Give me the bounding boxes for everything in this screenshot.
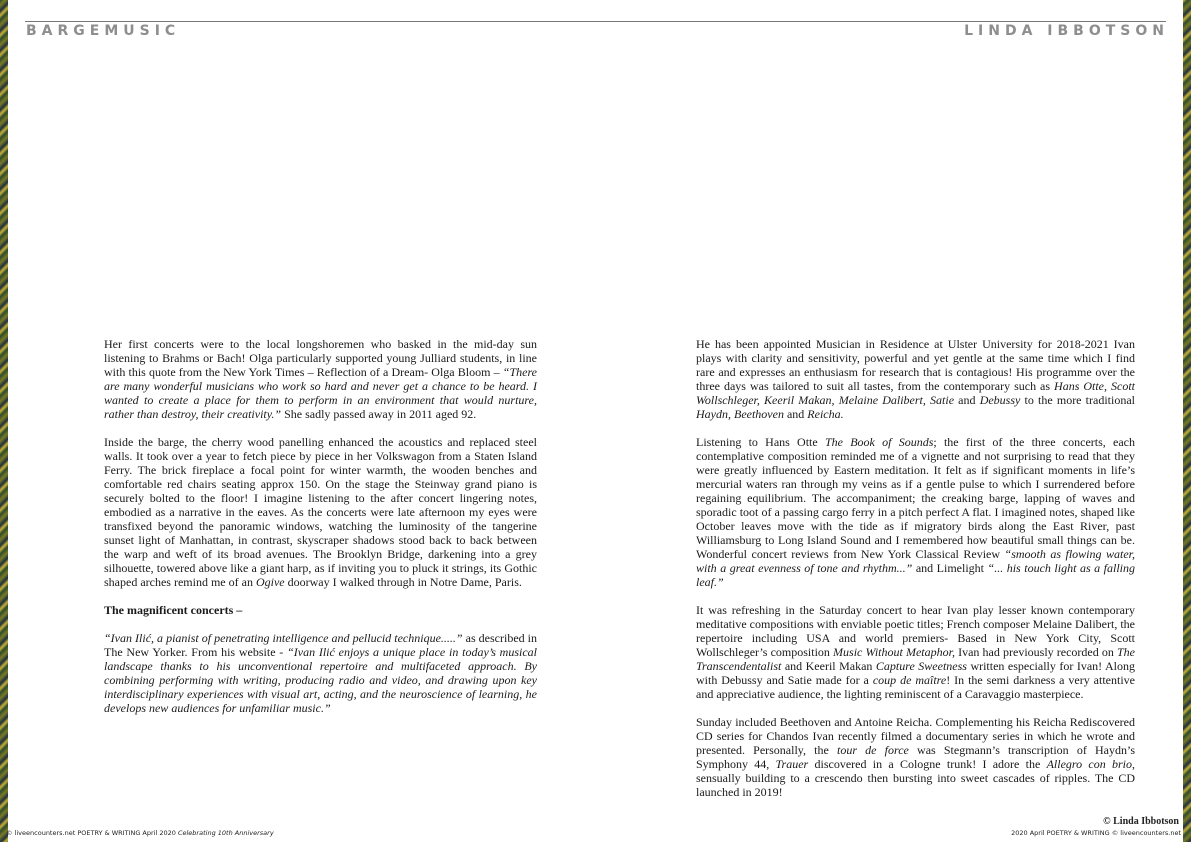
header-rule [25, 21, 1166, 22]
italic-text-run: “smooth as flowing water, with a great evenness of tone and rhythm...” [696, 547, 1135, 575]
italic-text-run: coup de maître [872, 673, 947, 687]
text-run: Ivan had previously recorded on [954, 645, 1117, 659]
text-run: Listening to Hans Otte [696, 435, 825, 449]
right-text-column [696, 337, 1135, 813]
text-run: , sensually building to a crescendo then bursting into sweet cascades of ripples. The CD launched in 2019! [696, 757, 1135, 799]
paragraph-musician-in-residence [696, 337, 1135, 421]
section-heading: The magnificent concerts – [104, 603, 243, 617]
paragraph-saturday-concert [696, 603, 1135, 701]
header-title-left: BARGEMUSIC [26, 23, 181, 39]
footer-left-text: © liveencounters.net POETRY & WRITING April 2020 [6, 829, 178, 837]
italic-text-run: Capture Sweetness [875, 659, 967, 673]
text-run: She sadly passed away in 2011 aged 92. [281, 407, 477, 421]
italic-text-run: The Transcendentalist [696, 645, 1135, 673]
italic-text-run: Reicha. [807, 407, 844, 421]
paragraph-ivan-ilic-quote [104, 631, 537, 715]
text-run: He has been appointed Musician in Residence at Ulster University for 2018-2021 Ivan plays with clarity and sensitivity, powerful and yet gentle at the same time which I find rare and expresses an enthusiasm for research that is contagious! His programme over the three days was tailored to suit all tastes, from the contemporary such as [696, 337, 1135, 393]
text-run: as described in The New Yorker. From his website - [104, 631, 538, 659]
italic-text-run: Allegro con brio [1046, 757, 1132, 771]
footer-left [6, 829, 274, 837]
text-run: ; the first of the three concerts, each contemplative composition reminded me of a vignette and not surprising to read that they were greatly influenced by Eastern meditation. It felt as if significant moments in life’s mercurial waters ran through my veins as if a gentle pulse to which I surrendered before regaining equilibrium. The accompaniment; the creaking barge, lapping of waves and sporadic toot of a passing cargo ferry in a pitch perfect A flat. I imagined notes, shaped like October leaves move with the tide as if migratory birds along the East River, past Williamsburg to Long Island Sound and I remembered how beautiful small things can be. Wonderful concert reviews from New York Classical Review [696, 435, 1136, 561]
text-run: doorway I walked through in Notre Dame, Paris. [284, 575, 522, 589]
paragraph-book-of-sounds [696, 435, 1135, 589]
text-run: and [954, 393, 980, 407]
text-run: ! In the semi darkness a very attentive and appreciative audience, the lighting reminiscent of a Caravaggio masterpiece. [696, 673, 1135, 701]
left-text-column [104, 337, 537, 729]
text-run: written especially for Ivan! Along with Debussy and Satie made for a [696, 659, 1135, 687]
italic-text-run: Ogive [255, 575, 285, 589]
text-run: Her first concerts were to the local longshoremen who basked in the mid-day sun listening to Brahms or Bach! Olga particularly supported young Julliard students, in line with this quote from the New York Times – Reflection of a Dream- Olga Bloom – [104, 337, 537, 379]
text-run: was Stegmann’s transcription of Haydn’s Symphony 44, [696, 743, 1135, 771]
italic-text-run: “Ivan Ilić enjoys a unique place in today’s musical landscape thanks to his unconventional repertoire and multifaceted approach. By combining performing with writing, producing radio and video, and drawing upon key interdisciplinary experiences with visual art, acting, and the neuroscience of learning, he develops new audiences for unfamiliar music.” [104, 645, 538, 715]
author-credit: © Linda Ibbotson [1103, 816, 1179, 827]
italic-text-run: “Ivan Ilić, a pianist of penetrating intelligence and pellucid technique.....” [104, 631, 463, 645]
header-title-right: LINDA IBBOTSON [964, 23, 1169, 39]
italic-text-run: tour de force [837, 743, 909, 757]
text-run: and [783, 407, 808, 421]
italic-text-run: “There are many wonderful musicians who work so hard and never get a chance to be heard. I wanted to create a place for them to perform in an environment that would nurture, rather than destroy, their creativity.” [104, 365, 537, 421]
text-run: and Keeril Makan [781, 659, 876, 673]
italic-text-run: Debussy [979, 393, 1021, 407]
magazine-page [8, 0, 1183, 842]
italic-text-run: Hans Otte, Scott Wollschleger, Keeril Makan, Melaine Dalibert, Satie [696, 379, 1135, 407]
text-run: Sunday included Beethoven and Antoine Reicha. Complementing his Reicha Rediscovered CD series for Chandos Ivan recently filmed a documentary series in which he wrote and presented. Personally, the [696, 715, 1135, 757]
paragraph-olga-bloom [104, 337, 537, 421]
italic-text-run: Trauer [775, 757, 809, 771]
text-run: It was refreshing in the Saturday concert to hear Ivan play lesser known contemporary meditative compositions with enviable poetic titles; French composer Melaine Dalibert, the repertoire including USA and world premiers- Based in New York City, Scott Wollschleger’s composition [696, 603, 1135, 659]
footer-right: 2020 April POETRY & WRITING © liveencounters.net [1011, 829, 1181, 837]
paragraph-sunday-concert [696, 715, 1135, 799]
text-run: and Limelight [912, 561, 988, 575]
footer-left-italic: Celebrating 10th Anniversary [177, 829, 274, 837]
italic-text-run: Music Without Metaphor, [833, 645, 955, 659]
italic-text-run: “... his touch light as a falling leaf.” [696, 561, 1135, 589]
text-run: to the more traditional [1020, 393, 1135, 407]
text-run: Inside the barge, the cherry wood panelling enhanced the acoustics and replaced steel walls. It took over a year to fetch piece by piece in her Volkswagon from a Staten Island Ferry. The brick fireplace a focal point for winter warmth, the wooden benches and comfortable red chairs seating approx 150. On the stage the Steinway grand piano is securely bolted to the floor! I imagine listening to the after concert lingering notes, embodied as a narrative in the eaves. As the concerts were late afternoon my eyes were transfixed beyond the panoramic windows, watching the luminosity of the tangerine sunset light of Manhattan, in contrast, skyscraper shadows stood back to back between the warp and weft of its broad avenues. The Brooklyn Bridge, darkening into a grey silhouette, towered above like a giant harp, as if inviting you to pluck it strings, its Gothic shaped arches remind me of an [104, 435, 537, 589]
italic-text-run: Haydn, Beethoven [696, 407, 784, 421]
text-run: discovered in a Cologne trunk! I adore the [808, 757, 1047, 771]
italic-text-run: The Book of Sounds [824, 435, 934, 449]
paragraph-barge-interior [104, 435, 537, 589]
